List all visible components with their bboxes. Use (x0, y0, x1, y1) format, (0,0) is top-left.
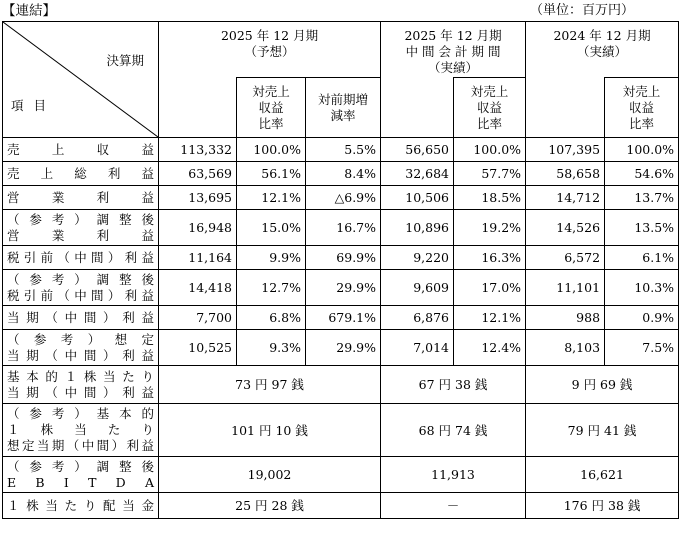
item-line: １株当たり (7, 422, 154, 437)
forecast-value: 11,164 (159, 246, 237, 270)
interim-ratio: 18.5% (454, 186, 526, 210)
interim-merged-value: 11,913 (381, 457, 526, 493)
interim-ratio: 12.1% (454, 306, 526, 330)
prior-merged-value: 16,621 (526, 457, 679, 493)
prior-ratio: 100.0% (605, 138, 679, 162)
row-item-label (3, 404, 159, 457)
forecast-change: 679.1% (306, 306, 381, 330)
prior-value-subheader (526, 78, 605, 138)
header-bar (0, 2, 680, 20)
table-row (3, 210, 679, 246)
section-label: 【連結】 (2, 3, 56, 19)
corner-diagonal (3, 22, 158, 137)
row-item-label (3, 330, 159, 366)
change-line2: 減率 (330, 107, 356, 123)
item-line: （参考）調整後 (7, 458, 154, 474)
item-line: （参考）調整後 (7, 271, 154, 287)
row-item-label (3, 162, 159, 186)
ratio-line1: 対売上 (470, 83, 509, 99)
interim-value: 10,896 (381, 210, 454, 246)
item-line: 営 業 利 益 (7, 227, 154, 243)
forecast-ratio: 12.1% (237, 186, 306, 210)
forecast-merged-value: 19,002 (159, 457, 381, 493)
interim-value: 56,650 (381, 138, 454, 162)
item-line: １株当たり配当金 (7, 497, 154, 513)
row-item-label (3, 186, 159, 210)
period-interim-line2: 中 間 会 計 期 間 (405, 44, 501, 59)
forecast-value: 63,569 (159, 162, 237, 186)
forecast-merged-value: 73 円 97 銭 (159, 366, 381, 404)
interim-value: 7,014 (381, 330, 454, 366)
item-line: 基本的１株当たり (7, 368, 154, 384)
corner-header-cell (3, 22, 159, 138)
interim-value: 9,220 (381, 246, 454, 270)
row-item-label (3, 457, 159, 493)
ratio-line2: 収益 (629, 99, 655, 115)
interim-value: 10,506 (381, 186, 454, 210)
table-row (3, 457, 679, 493)
ratio-line3: 比率 (258, 115, 284, 131)
row-item-label (3, 138, 159, 162)
prior-ratio: 13.7% (605, 186, 679, 210)
interim-ratio: 12.4% (454, 330, 526, 366)
row-item-label (3, 493, 159, 519)
forecast-ratio: 12.7% (237, 270, 306, 306)
prior-ratio: 0.9% (605, 306, 679, 330)
prior-ratio: 13.5% (605, 210, 679, 246)
forecast-value: 7,700 (159, 306, 237, 330)
forecast-value: 14,418 (159, 270, 237, 306)
prior-value: 11,101 (526, 270, 605, 306)
item-line: 営 業 利 益 (7, 189, 154, 205)
forecast-ratio-subheader (237, 78, 306, 138)
prior-ratio: 6.1% (605, 246, 679, 270)
table-row (3, 246, 679, 270)
item-line: （参考）想定 (7, 331, 154, 347)
period-prior-line1: 2024 年 12 月期 (553, 28, 651, 43)
prior-value: 58,658 (526, 162, 605, 186)
row-item-label (3, 246, 159, 270)
forecast-ratio: 56.1% (237, 162, 306, 186)
forecast-change: 29.9% (306, 330, 381, 366)
forecast-value: 113,332 (159, 138, 237, 162)
period-forecast-line1: 2025 年 12 月期 (220, 28, 319, 43)
prior-ratio-subheader (605, 78, 679, 138)
item-line: 税引前（中間）利益 (7, 287, 154, 303)
interim-merged-value: 68 円 74 銭 (381, 404, 526, 457)
period-header-prior (526, 22, 679, 78)
forecast-ratio: 15.0% (237, 210, 306, 246)
interim-ratio: 17.0% (454, 270, 526, 306)
interim-ratio-subheader (454, 78, 526, 138)
item-line: 想定当期（中間）利益 (7, 438, 154, 453)
forecast-change: 8.4% (306, 162, 381, 186)
interim-ratio: 16.3% (454, 246, 526, 270)
table-row (3, 404, 679, 457)
item-line: （参考）基本的 (7, 406, 154, 421)
table-row (3, 186, 679, 210)
table-row (3, 306, 679, 330)
prior-merged-value: 79 円 41 銭 (526, 404, 679, 457)
forecast-ratio: 9.9% (237, 246, 306, 270)
item-line: 税引前（中間）利益 (7, 249, 154, 265)
forecast-merged-value: 25 円 28 銭 (159, 493, 381, 519)
table-row (3, 366, 679, 404)
forecast-value: 13,695 (159, 186, 237, 210)
change-line1: 対前期増 (318, 91, 369, 107)
prior-value: 14,526 (526, 210, 605, 246)
period-header-forecast (159, 22, 381, 78)
forecast-value: 16,948 (159, 210, 237, 246)
interim-ratio: 19.2% (454, 210, 526, 246)
ratio-line3: 比率 (629, 115, 655, 131)
prior-value: 6,572 (526, 246, 605, 270)
period-interim-line3: （実績） (428, 60, 479, 75)
forecast-change: 69.9% (306, 246, 381, 270)
interim-ratio: 100.0% (454, 138, 526, 162)
interim-merged-value: － (381, 493, 526, 519)
ratio-line1: 対売上 (622, 83, 661, 99)
forecast-change: 16.7% (306, 210, 381, 246)
interim-value: 6,876 (381, 306, 454, 330)
ratio-line1: 対売上 (252, 83, 290, 99)
interim-merged-value: 67 円 38 銭 (381, 366, 526, 404)
prior-value: 988 (526, 306, 605, 330)
table-row (3, 138, 679, 162)
prior-ratio: 54.6% (605, 162, 679, 186)
forecast-merged-value: 101 円 10 銭 (159, 404, 381, 457)
forecast-value-subheader (159, 78, 237, 138)
interim-value-subheader (381, 78, 454, 138)
period-forecast-line2: （予想） (244, 44, 295, 59)
prior-ratio: 10.3% (605, 270, 679, 306)
forecast-change: 5.5% (306, 138, 381, 162)
row-item-label (3, 270, 159, 306)
item-line: 売 上 収 益 (7, 141, 154, 157)
prior-value: 8,103 (526, 330, 605, 366)
prior-merged-value: 9 円 69 銭 (526, 366, 679, 404)
prior-ratio: 7.5% (605, 330, 679, 366)
forecast-change-subheader (306, 78, 381, 138)
ratio-line2: 収益 (477, 99, 503, 115)
ratio-line3: 比率 (477, 115, 503, 131)
interim-value: 32,684 (381, 162, 454, 186)
financial-table (2, 21, 679, 519)
period-header-interim (381, 22, 526, 78)
table-row (3, 493, 679, 519)
item-line: 当期（中間）利益 (7, 347, 154, 363)
corner-item-label: 項目 (11, 98, 57, 113)
item-line: E B I T D A (7, 474, 154, 490)
item-line: 当期（中間）利益 (7, 384, 154, 400)
period-prior-line2: （実績） (577, 44, 628, 59)
prior-value: 14,712 (526, 186, 605, 210)
item-line: （参考）調整後 (7, 211, 154, 227)
row-item-label (3, 210, 159, 246)
forecast-change: △6.9% (306, 186, 381, 210)
item-line: 売 上 総 利 益 (7, 165, 154, 181)
unit-label: （単位：百万円） (529, 3, 634, 18)
prior-value: 107,395 (526, 138, 605, 162)
forecast-change: 29.9% (306, 270, 381, 306)
prior-merged-value: 176 円 38 銭 (526, 493, 679, 519)
row-item-label (3, 306, 159, 330)
row-item-label (3, 366, 159, 404)
period-interim-line1: 2025 年 12 月期 (404, 28, 502, 43)
ratio-line2: 収益 (258, 99, 284, 115)
interim-value: 9,609 (381, 270, 454, 306)
table-row (3, 162, 679, 186)
table-row (3, 270, 679, 306)
interim-ratio: 57.7% (454, 162, 526, 186)
item-line: 当期（中間）利益 (7, 309, 154, 325)
forecast-ratio: 9.3% (237, 330, 306, 366)
corner-period-label: 決算期 (106, 53, 144, 68)
table-row (3, 330, 679, 366)
forecast-value: 10,525 (159, 330, 237, 366)
forecast-ratio: 100.0% (237, 138, 306, 162)
forecast-ratio: 6.8% (237, 306, 306, 330)
